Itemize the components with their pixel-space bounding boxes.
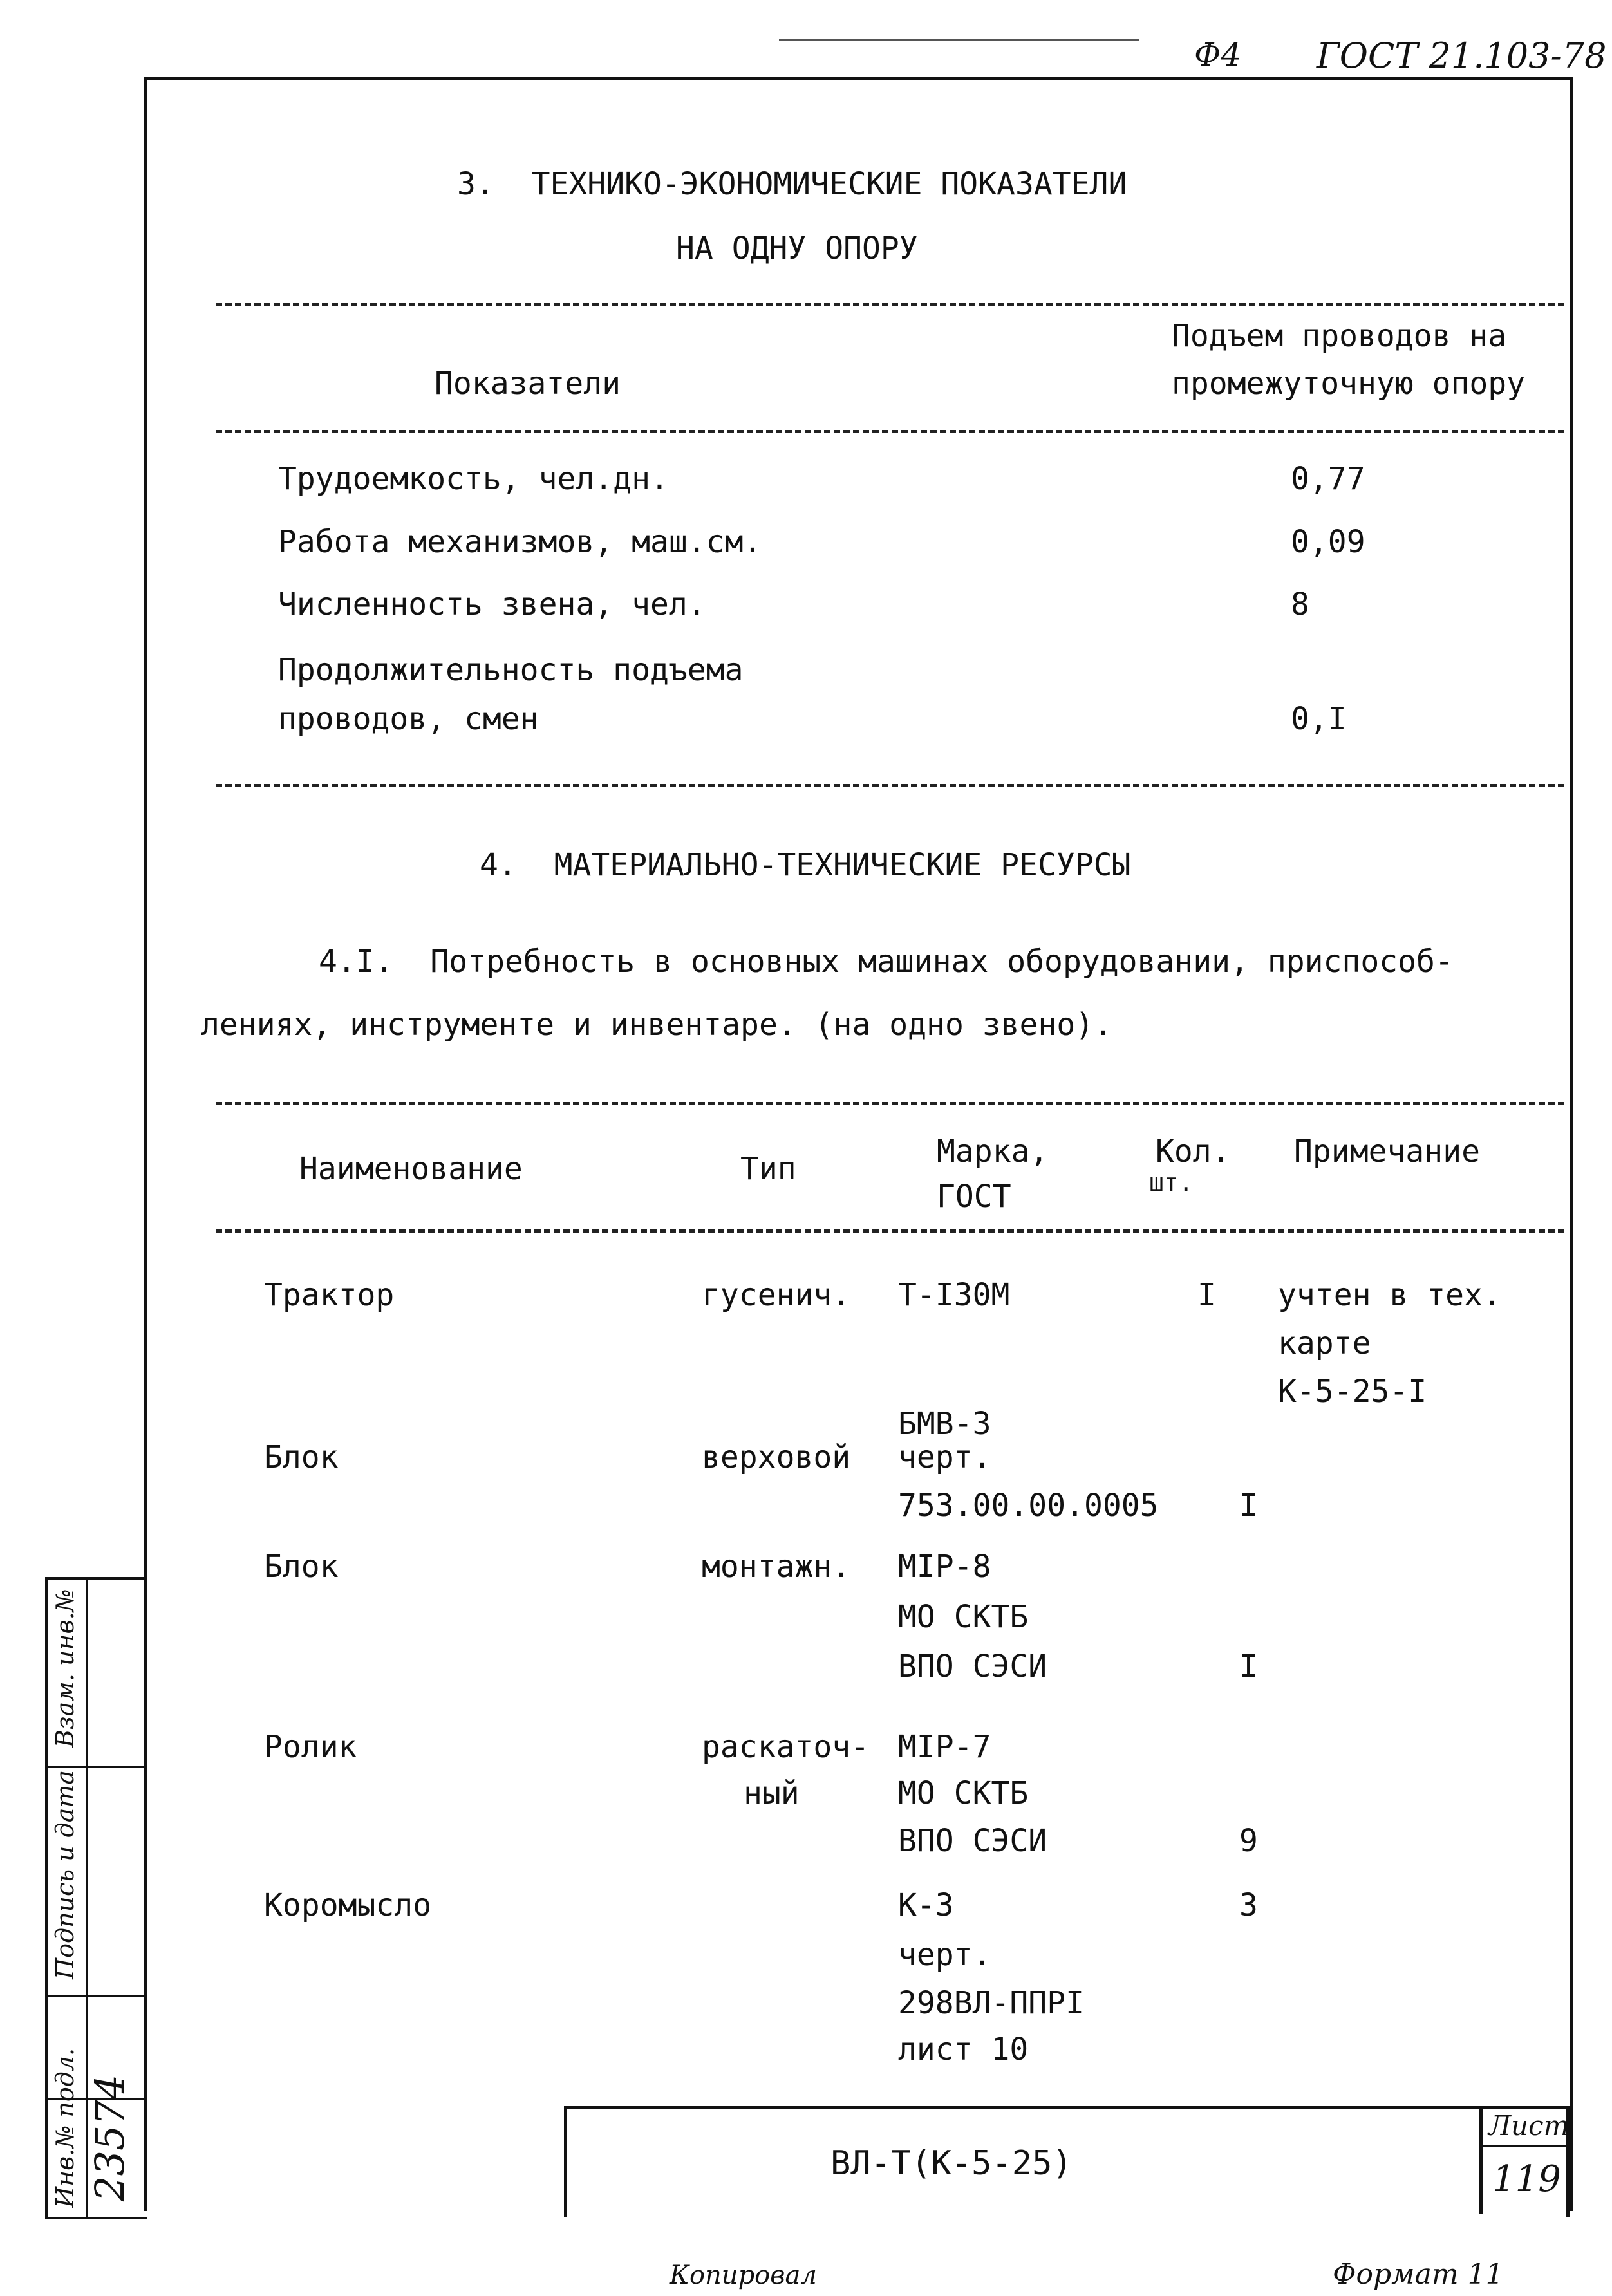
copied-by: Копировал [670, 2261, 817, 2290]
divider [216, 303, 1564, 306]
resource-mark: ВПО СЭСИ [898, 1648, 1047, 1685]
resource-qty: I [1239, 1648, 1258, 1685]
indicator-value: 8 [1291, 586, 1309, 622]
resource-name: Блок [264, 1439, 339, 1475]
top-rule [779, 39, 1139, 41]
indicator-name: Трудоемкость, чел.дн. [278, 461, 669, 497]
sheet-number: 119 [1492, 2158, 1561, 2200]
resource-mark: МIР-7 [898, 1729, 991, 1765]
inv-number: 23574 [86, 2074, 133, 2201]
resource-type: ный [744, 1775, 800, 1811]
resource-name: Коромысло [264, 1887, 432, 1923]
form-code: Ф4 [1194, 36, 1242, 73]
resource-mark: 298ВЛ-ППРI [898, 1985, 1084, 2021]
indicator-value: 0,I [1291, 701, 1347, 737]
resource-mark: К-3 [898, 1887, 954, 1923]
replace-inv-label: Взам. инв.№ [51, 1589, 79, 1748]
resource-type: верховой [702, 1439, 851, 1475]
col-header-note: Примечание [1294, 1134, 1480, 1170]
col-header-indicator: Показатели [435, 366, 621, 402]
indicator-name: Продолжительность подъема [278, 652, 744, 688]
resource-note: карте [1278, 1325, 1371, 1361]
divider [216, 430, 1564, 433]
resource-note: учтен в тех. [1278, 1277, 1501, 1313]
col-header-mark: Марка, [937, 1134, 1049, 1170]
inv-number-label: Инв.№ подл. [51, 2048, 79, 2208]
resource-name: Трактор [264, 1277, 395, 1313]
resource-mark: черт. [898, 1937, 991, 1973]
indicator-name: Численность звена, чел. [278, 586, 706, 622]
resource-qty: 3 [1239, 1887, 1258, 1923]
signature-date-label: Подпись и дата [51, 1769, 79, 1979]
resource-mark: БМВ-3 [898, 1406, 991, 1442]
divider [216, 1102, 1564, 1105]
indicator-value: 0,77 [1291, 461, 1365, 497]
col-header-mark: ГОСТ [937, 1179, 1011, 1215]
col-header-value-1: Подъем проводов на [1172, 318, 1507, 354]
indicator-name: Работа механизмов, маш.см. [278, 524, 762, 560]
resource-mark: МО СКТБ [898, 1775, 1029, 1811]
resource-mark: 753.00.00.0005 [898, 1488, 1159, 1524]
document-code: ВЛ-Т(К-5-25) [830, 2144, 1073, 2183]
indicator-value: 0,09 [1291, 524, 1365, 560]
col-header-qty: Кол. [1156, 1134, 1230, 1170]
resource-qty: I [1239, 1488, 1258, 1524]
resource-name: Ролик [264, 1729, 357, 1765]
resource-name: Блок [264, 1549, 339, 1585]
resource-mark: черт. [898, 1439, 991, 1475]
section4-title: 4. МАТЕРИАЛЬНО-ТЕХНИЧЕСКИЕ РЕСУРСЫ [480, 847, 1131, 883]
divider [216, 1229, 1564, 1233]
resource-mark: ВПО СЭСИ [898, 1823, 1047, 1859]
section3-title: 3. ТЕХНИКО-ЭКОНОМИЧЕСКИЕ ПОКАЗАТЕЛИ [457, 166, 1127, 202]
resource-qty: I [1197, 1277, 1216, 1313]
col-header-name: Наименование [299, 1151, 523, 1187]
gost-code: ГОСТ 21.103-78 [1317, 35, 1607, 76]
resource-mark: Т-I30М [898, 1277, 1010, 1313]
paragraph-line: лениях, инструменте и инвентаре. (на одно звено). [201, 1007, 1113, 1043]
sheet-label: Лист [1488, 2110, 1570, 2142]
format-label: Формат 11 [1333, 2258, 1504, 2291]
resource-mark: лист 10 [898, 2031, 1029, 2067]
paragraph-line: 4.I. Потребность в основных машинах оборудовании, приспособ- [319, 944, 1454, 980]
indicator-name: проводов, смен [278, 701, 539, 737]
col-header-qty-unit: шт. [1149, 1168, 1194, 1197]
resource-mark: МО СКТБ [898, 1599, 1029, 1635]
resource-qty: 9 [1239, 1823, 1258, 1859]
col-header-value-2: промежуточную опору [1172, 366, 1526, 402]
resource-note: К-5-25-I [1278, 1374, 1427, 1410]
divider [216, 784, 1564, 787]
resource-type: раскаточ- [702, 1729, 870, 1765]
col-header-type: Тип [740, 1151, 796, 1187]
resource-mark: МIР-8 [898, 1549, 991, 1585]
resource-type: гусенич. [702, 1277, 851, 1313]
section3-subtitle: НА ОДНУ ОПОРУ [676, 230, 918, 266]
resource-type: монтажн. [702, 1549, 851, 1585]
